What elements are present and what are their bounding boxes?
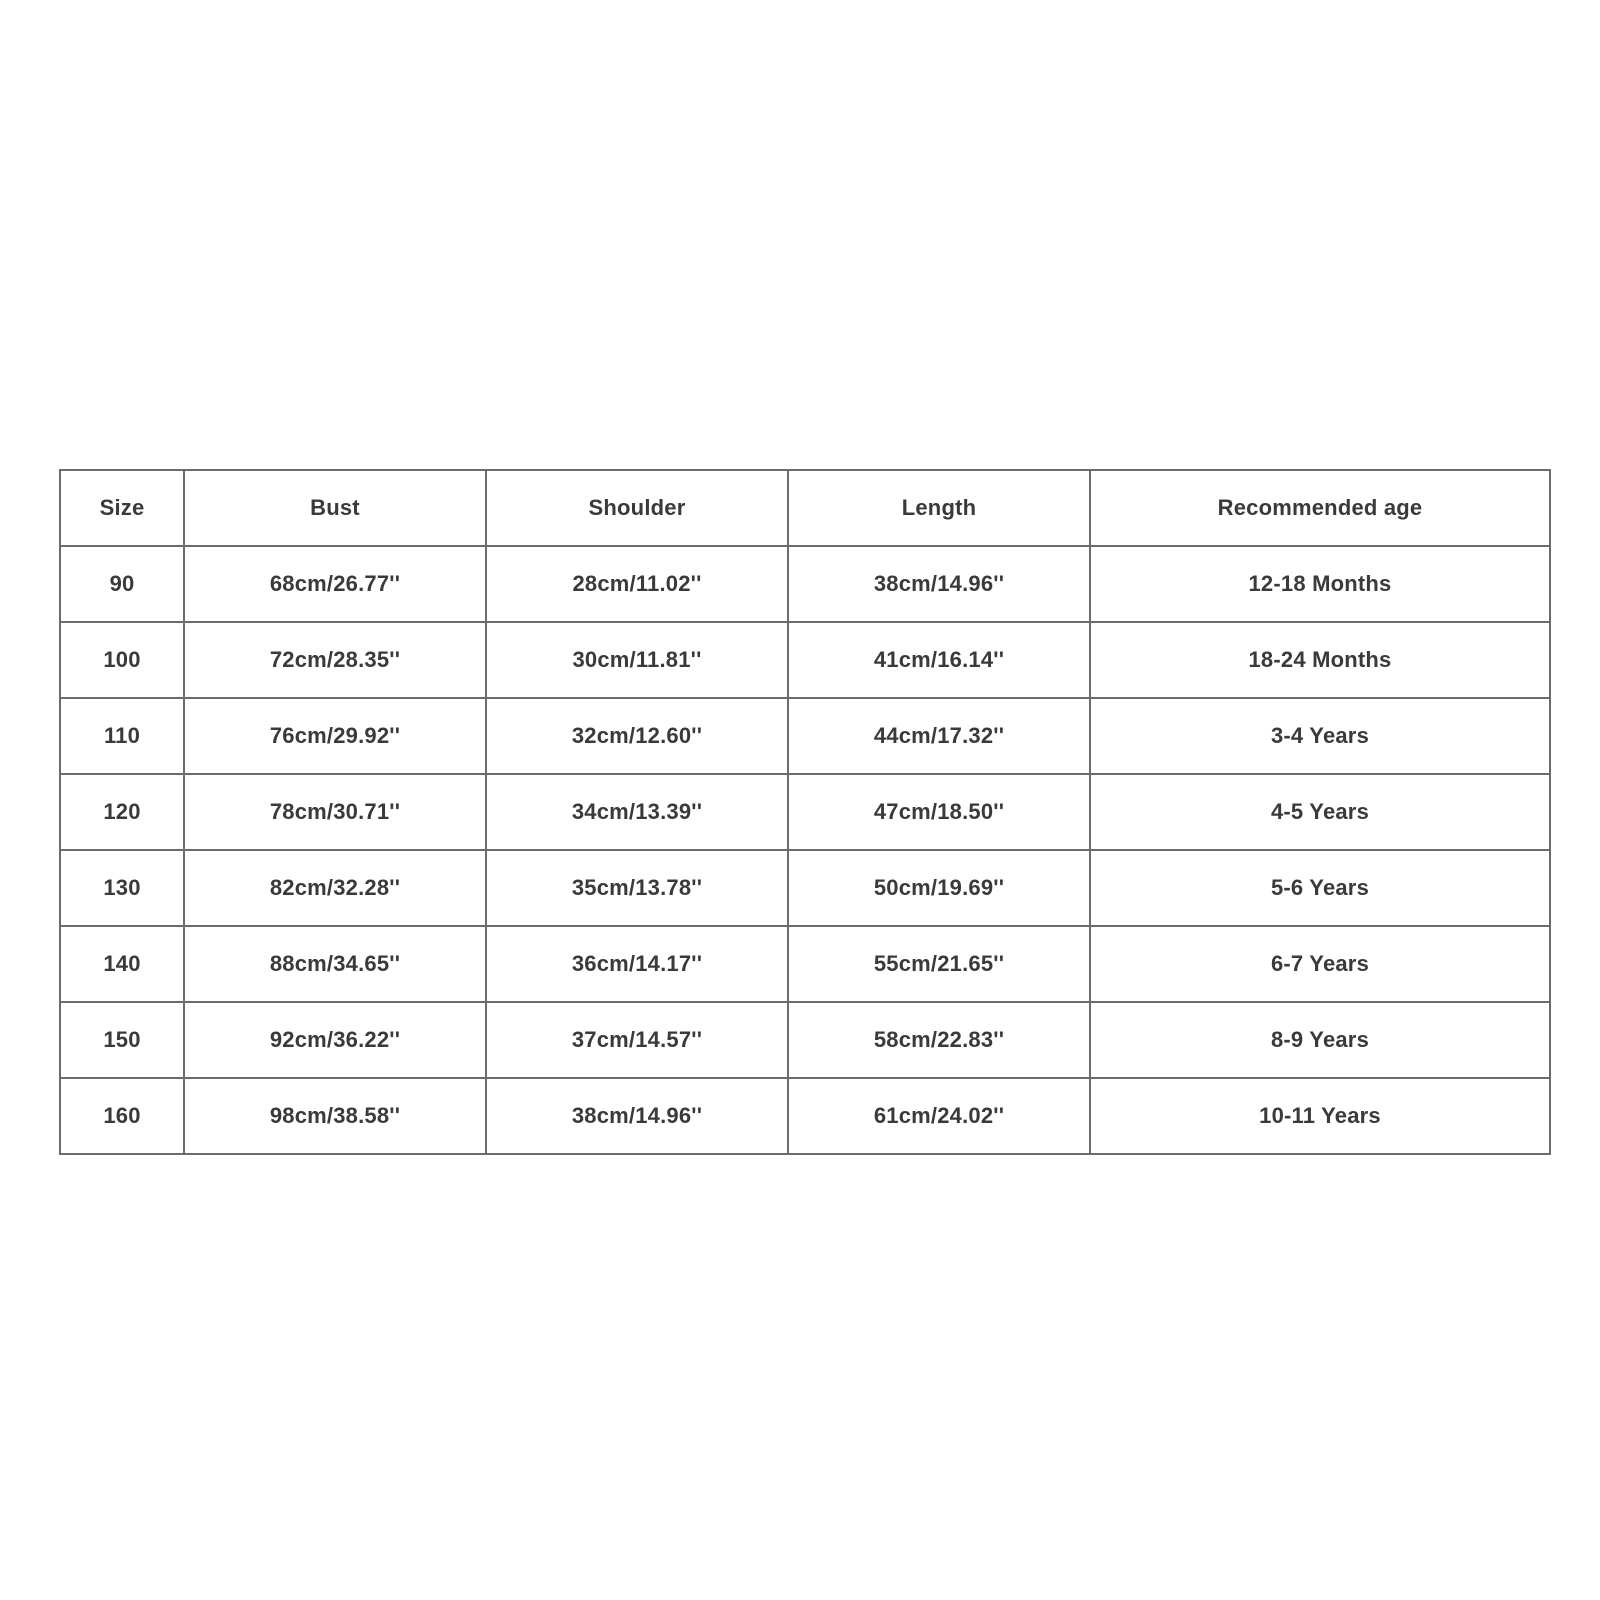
cell-bust: 92cm/36.22'' [184,1002,486,1078]
cell-shoulder: 28cm/11.02'' [486,546,788,622]
table-row [60,774,1550,850]
cell-shoulder: 30cm/11.81'' [486,622,788,698]
cell-recommended-age: 18-24 Months [1090,622,1550,698]
header-shoulder: Shoulder [486,470,788,546]
cell-bust: 88cm/34.65'' [184,926,486,1002]
table-row [60,850,1550,926]
header-recommended-age: Recommended age [1090,470,1550,546]
cell-bust: 68cm/26.77'' [184,546,486,622]
cell-recommended-age: 12-18 Months [1090,546,1550,622]
header-bust: Bust [184,470,486,546]
cell-recommended-age: 8-9 Years [1090,1002,1550,1078]
header-length: Length [788,470,1090,546]
header-size: Size [60,470,184,546]
cell-shoulder: 36cm/14.17'' [486,926,788,1002]
size-chart-table [59,469,1551,1155]
table-row [60,622,1550,698]
cell-size: 110 [60,698,184,774]
cell-length: 50cm/19.69'' [788,850,1090,926]
cell-shoulder: 38cm/14.96'' [486,1078,788,1154]
cell-shoulder: 35cm/13.78'' [486,850,788,926]
table-row [60,1078,1550,1154]
cell-size: 130 [60,850,184,926]
table-header-row [60,470,1550,546]
cell-size: 90 [60,546,184,622]
cell-recommended-age: 4-5 Years [1090,774,1550,850]
table-row [60,1002,1550,1078]
cell-size: 160 [60,1078,184,1154]
cell-size: 150 [60,1002,184,1078]
cell-length: 38cm/14.96'' [788,546,1090,622]
cell-bust: 82cm/32.28'' [184,850,486,926]
cell-shoulder: 34cm/13.39'' [486,774,788,850]
cell-size: 140 [60,926,184,1002]
table-row [60,926,1550,1002]
table-row [60,698,1550,774]
table-row [60,546,1550,622]
cell-recommended-age: 5-6 Years [1090,850,1550,926]
cell-bust: 98cm/38.58'' [184,1078,486,1154]
cell-recommended-age: 3-4 Years [1090,698,1550,774]
cell-length: 41cm/16.14'' [788,622,1090,698]
cell-bust: 78cm/30.71'' [184,774,486,850]
cell-length: 55cm/21.65'' [788,926,1090,1002]
cell-length: 58cm/22.83'' [788,1002,1090,1078]
cell-size: 100 [60,622,184,698]
cell-size: 120 [60,774,184,850]
cell-length: 61cm/24.02'' [788,1078,1090,1154]
cell-length: 44cm/17.32'' [788,698,1090,774]
cell-length: 47cm/18.50'' [788,774,1090,850]
cell-shoulder: 32cm/12.60'' [486,698,788,774]
cell-recommended-age: 6-7 Years [1090,926,1550,1002]
cell-recommended-age: 10-11 Years [1090,1078,1550,1154]
cell-bust: 76cm/29.92'' [184,698,486,774]
cell-bust: 72cm/28.35'' [184,622,486,698]
cell-shoulder: 37cm/14.57'' [486,1002,788,1078]
